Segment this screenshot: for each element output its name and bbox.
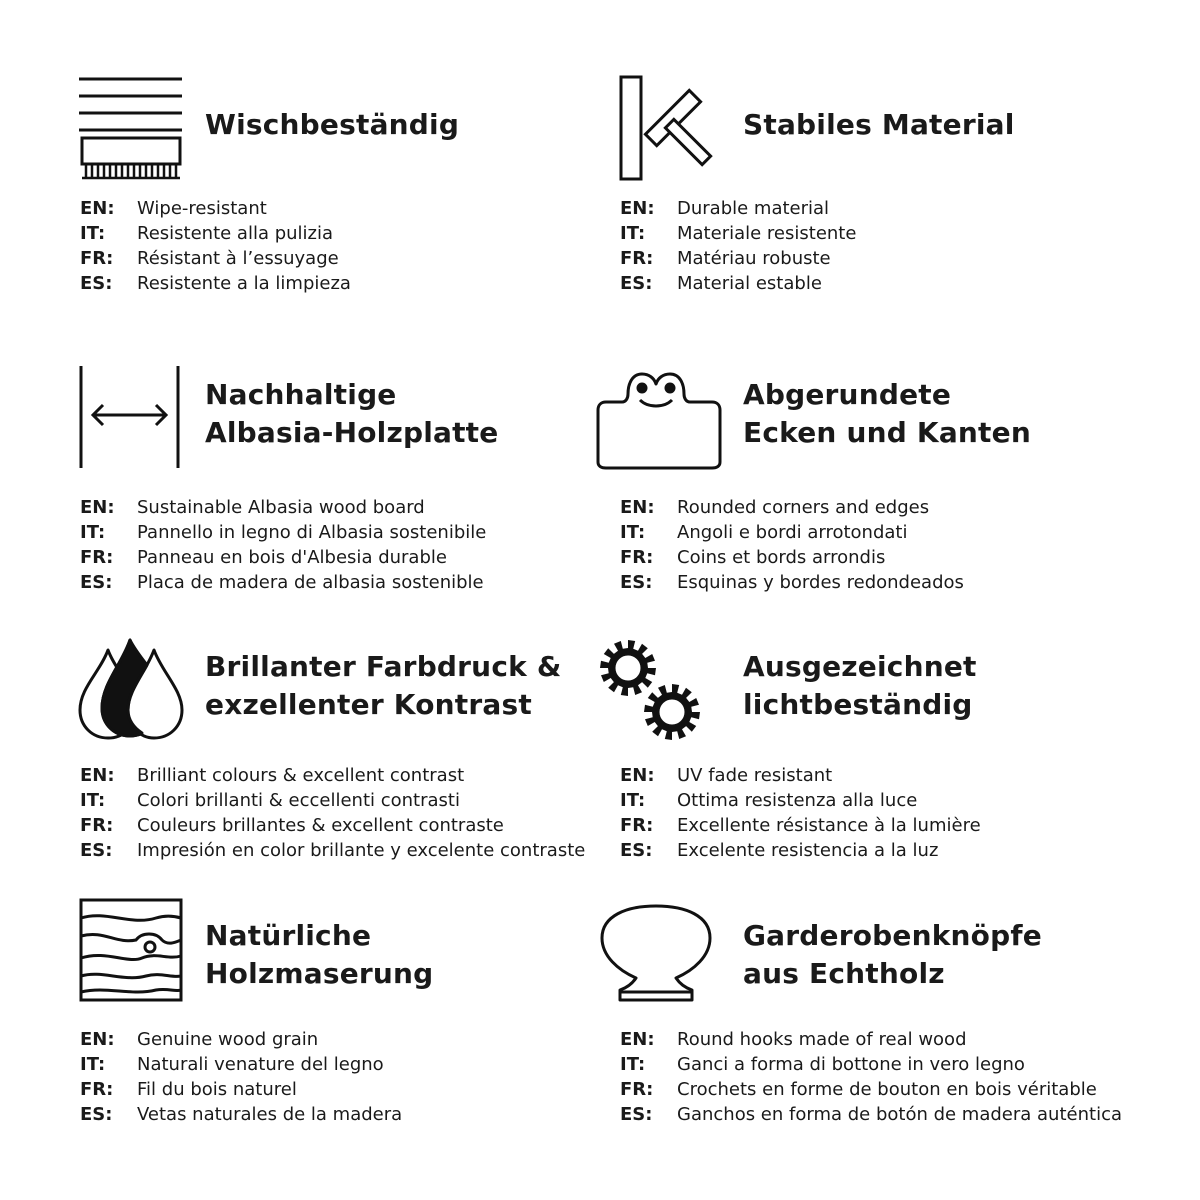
frog-board-icon: [594, 366, 726, 472]
title-line: Stabiles Material: [743, 108, 1015, 141]
translation-text: Fil du bois naturel: [137, 1079, 297, 1100]
translation-text: Colori brillanti & eccellenti contrasti: [137, 790, 460, 811]
language-code: ES:: [80, 572, 113, 593]
translation-text: Couleurs brillantes & excellent contraste: [137, 815, 504, 836]
title-line: exzellenter Kontrast: [205, 688, 532, 721]
language-code: FR:: [80, 547, 114, 568]
language-code: IT:: [620, 522, 646, 543]
language-code: EN:: [620, 497, 655, 518]
translation-text: Ganci a forma di bottone in vero legno: [677, 1054, 1025, 1075]
language-code: EN:: [80, 198, 115, 219]
translation-text: Excellente résistance à la lumière: [677, 815, 981, 836]
language-code: FR:: [80, 815, 114, 836]
title-line: Holzmaserung: [205, 957, 434, 990]
translation-text: Ganchos en forma de botón de madera auténtica: [677, 1104, 1122, 1125]
translation-text: Wipe-resistant: [137, 198, 267, 219]
language-code: EN:: [80, 1029, 115, 1050]
translation-text: Vetas naturales de la madera: [137, 1104, 403, 1125]
language-code: EN:: [620, 198, 655, 219]
language-code: ES:: [620, 572, 653, 593]
round-knob-icon: [598, 902, 718, 1006]
feature-title: [205, 648, 562, 724]
translation-text: Round hooks made of real wood: [677, 1029, 967, 1050]
squeegee-icon: [614, 74, 729, 184]
language-code: IT:: [80, 1054, 106, 1075]
translation-text: Durable material: [677, 198, 830, 219]
language-code: FR:: [620, 248, 654, 269]
translation-text: Rounded corners and edges: [677, 497, 930, 518]
language-code: ES:: [80, 1104, 113, 1125]
language-code: FR:: [620, 1079, 654, 1100]
language-code: ES:: [620, 273, 653, 294]
language-code: FR:: [620, 815, 654, 836]
language-code: EN:: [80, 765, 115, 786]
title-line: Albasia-Holzplatte: [205, 416, 499, 449]
translation-text: Materiale resistente: [677, 223, 857, 244]
title-line: Natürliche: [205, 919, 372, 952]
brush-wipe-icon: [76, 74, 186, 184]
language-code: IT:: [80, 223, 106, 244]
language-code: FR:: [80, 248, 114, 269]
ink-drops-icon: [76, 632, 188, 742]
title-line: Ecken und Kanten: [743, 416, 1031, 449]
title-line: Garderobenknöpfe: [743, 919, 1042, 952]
language-code: IT:: [620, 790, 646, 811]
feature-title: [205, 106, 459, 144]
translation-text: Panneau en bois d'Albesia durable: [137, 547, 447, 568]
feature-title: [743, 376, 1031, 452]
language-code: ES:: [620, 840, 653, 861]
title-line: Nachhaltige: [205, 378, 397, 411]
language-code: EN:: [620, 1029, 655, 1050]
title-line: Brillanter Farbdruck &: [205, 650, 562, 683]
feature-title: [205, 917, 433, 993]
translation-text: UV fade resistant: [677, 765, 833, 786]
translation-text: Coins et bords arrondis: [677, 547, 886, 568]
translation-text: Resistente a la limpieza: [137, 273, 351, 294]
language-code: IT:: [80, 522, 106, 543]
language-code: ES:: [80, 840, 113, 861]
language-code: EN:: [620, 765, 655, 786]
translation-text: Ottima resistenza alla luce: [677, 790, 918, 811]
translation-text: Placa de madera de albasia sostenible: [137, 572, 484, 593]
title-line: Abgerundete: [743, 378, 952, 411]
board-width-icon: [76, 362, 186, 472]
translation-text: Impresión en color brillante y excelente contraste: [137, 840, 586, 861]
language-code: IT:: [80, 790, 106, 811]
language-code: FR:: [620, 547, 654, 568]
language-code: ES:: [80, 273, 113, 294]
feature-title: [743, 106, 1015, 144]
translation-text: Crochets en forme de bouton en bois véritable: [677, 1079, 1097, 1100]
language-code: IT:: [620, 223, 646, 244]
language-code: IT:: [620, 1054, 646, 1075]
feature-title: [205, 376, 498, 452]
translation-text: Matériau robuste: [677, 248, 831, 269]
title-line: aus Echtholz: [743, 957, 945, 990]
translation-text: Resistente alla pulizia: [137, 223, 334, 244]
title-line: Ausgezeichnet: [743, 650, 977, 683]
sun-gears-icon: [598, 636, 710, 746]
translation-text: Genuine wood grain: [137, 1029, 319, 1050]
language-code: FR:: [80, 1079, 114, 1100]
translation-text: Brilliant colours & excellent contrast: [137, 765, 465, 786]
translation-text: Résistant à l’essuyage: [137, 248, 339, 269]
title-line: lichtbeständig: [743, 688, 973, 721]
wood-grain-icon: [76, 896, 186, 1006]
translation-text: Naturali venature del legno: [137, 1054, 384, 1075]
feature-title: [743, 917, 1042, 993]
feature-title: [743, 648, 977, 724]
language-code: ES:: [620, 1104, 653, 1125]
translation-text: Excelente resistencia a la luz: [677, 840, 939, 861]
translation-text: Esquinas y bordes redondeados: [677, 572, 964, 593]
translation-text: Material estable: [677, 273, 822, 294]
translation-text: Sustainable Albasia wood board: [137, 497, 425, 518]
translation-text: Angoli e bordi arrotondati: [677, 522, 908, 543]
title-line: Wischbeständig: [205, 108, 460, 141]
language-code: EN:: [80, 497, 115, 518]
translation-text: Pannello in legno di Albasia sostenibile: [137, 522, 487, 543]
